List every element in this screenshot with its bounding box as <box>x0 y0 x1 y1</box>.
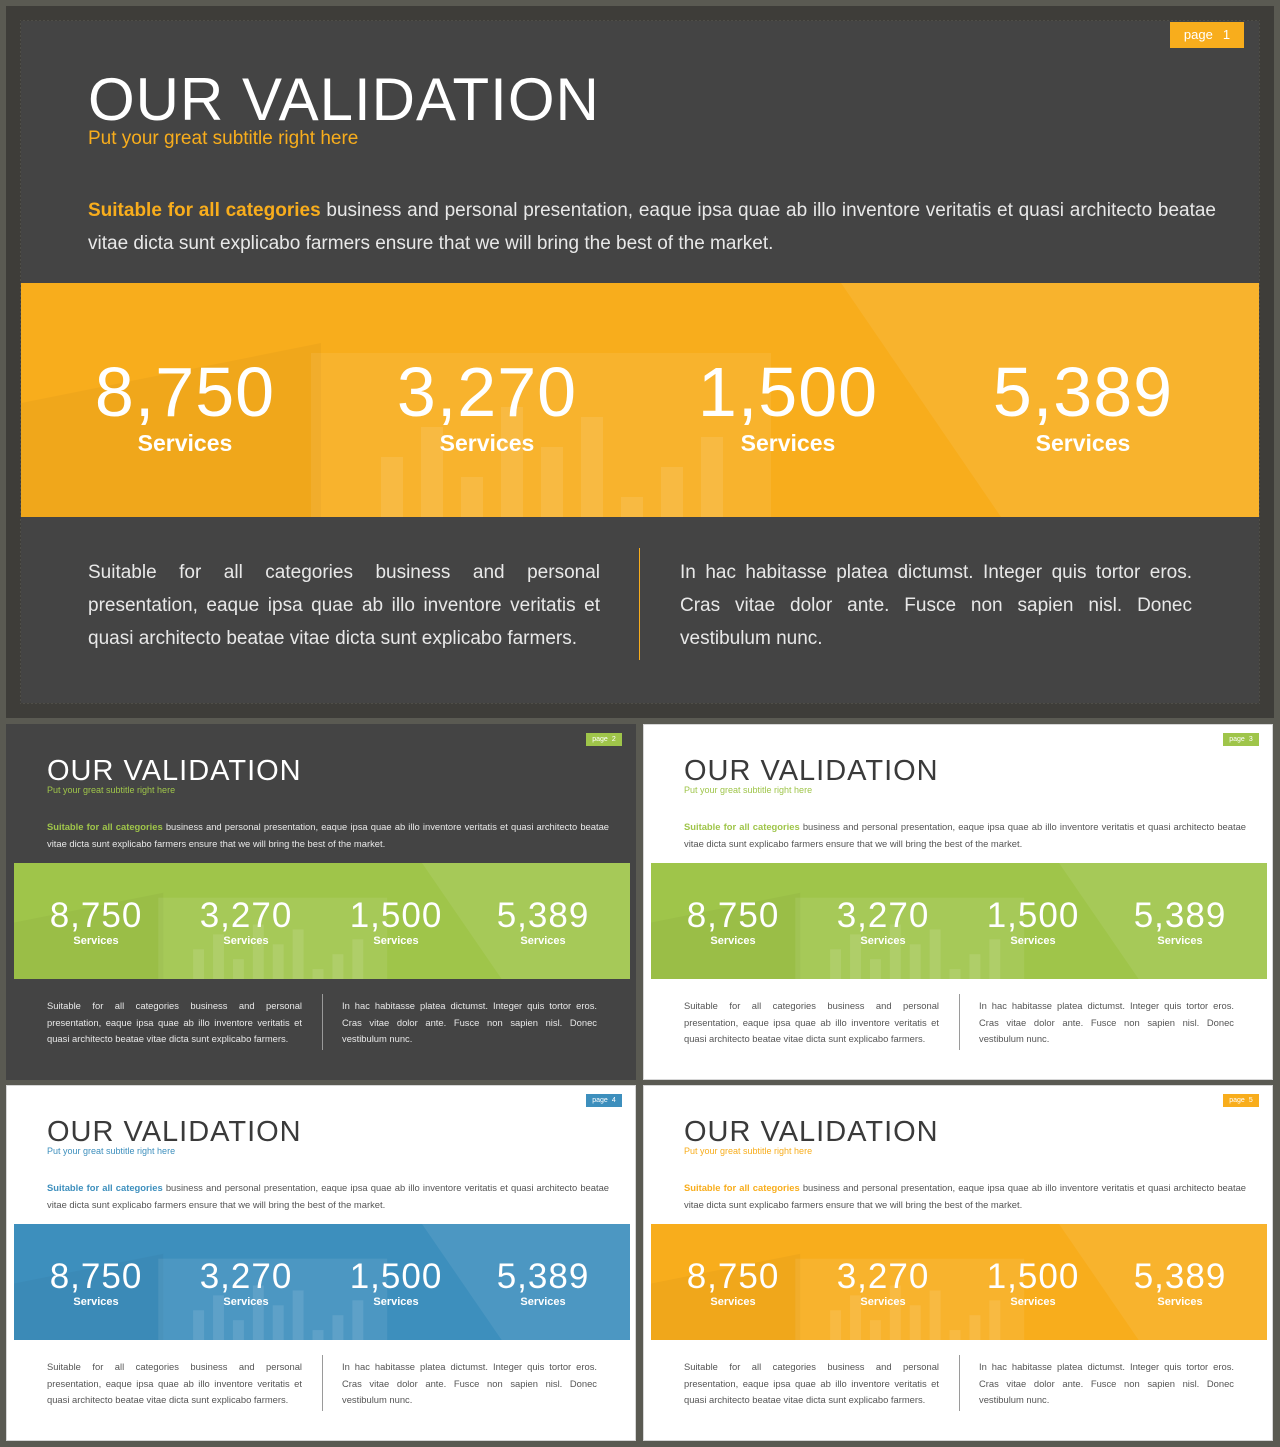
stat-label: Services <box>1035 430 1131 456</box>
slide-title: OUR VALIDATION <box>47 1116 302 1148</box>
slide-subtitle: Put your great subtitle right here <box>684 785 813 795</box>
stat-4 <box>1115 1259 1245 1309</box>
page-tag[interactable] <box>1170 22 1244 48</box>
stat-label: Services <box>373 1296 419 1308</box>
stat-value: 8,750 <box>94 353 276 431</box>
stat-label: Services <box>1010 1296 1056 1308</box>
intro-highlight: Suitable for all categories <box>684 1182 800 1193</box>
slide-subtitle: Put your great subtitle right here <box>47 785 176 795</box>
stat-label: Services <box>1010 935 1056 947</box>
stat-4 <box>478 898 608 948</box>
slide-orange-light <box>643 1085 1273 1441</box>
stat-2 <box>818 1259 948 1309</box>
stat-value: 5,389 <box>496 1257 590 1296</box>
stat-4 <box>1115 898 1245 948</box>
slide-title: OUR VALIDATION <box>684 755 939 787</box>
page-label: page <box>592 1097 608 1104</box>
page-label: page <box>1229 1097 1245 1104</box>
intro-paragraph <box>684 819 1246 852</box>
stat-3 <box>968 1259 1098 1309</box>
page-tag[interactable] <box>586 733 622 746</box>
page-label: page <box>1229 736 1245 743</box>
slide-title: OUR VALIDATION <box>684 1116 939 1148</box>
stat-3 <box>968 898 1098 948</box>
stat-value: 3,270 <box>396 353 578 431</box>
stat-value: 5,389 <box>496 896 590 935</box>
body-column-right: In hac habitasse platea dictumst. Integer quis tortor eros. Cras vitae dolor ante. Fusce non sapien nisl. Donec vestibulum nunc. <box>342 1361 597 1405</box>
intro-highlight: Suitable for all categories <box>88 200 321 221</box>
stat-2 <box>181 1259 311 1309</box>
column-divider <box>639 548 640 660</box>
body-column-right: In hac habitasse platea dictumst. Integer quis tortor eros. Cras vitae dolor ante. Fusce non sapien nisl. Donec vestibulum nunc. <box>680 562 1192 649</box>
stat-value: 8,750 <box>49 1257 143 1296</box>
slide-subtitle: Put your great subtitle right here <box>88 128 359 149</box>
intro-paragraph <box>684 1180 1246 1213</box>
intro-text: business and personal presentation, eaque ipsa quae ab illo inventore veritatis et quasi architecto beatae vitae dicta sunt explicabo farmers ensure that we will bring the best of the market. <box>684 821 1246 849</box>
stat-4 <box>478 1259 608 1309</box>
intro-text: business and personal presentation, eaque ipsa quae ab illo inventore veritatis et quasi architecto beatae vitae dicta sunt explicabo farmers ensure that we will bring the best of the market. <box>47 821 609 849</box>
stat-value: 3,270 <box>836 896 930 935</box>
intro-highlight: Suitable for all categories <box>47 821 163 832</box>
stat-value: 3,270 <box>836 1257 930 1296</box>
stat-1 <box>668 1259 798 1309</box>
stat-value: 1,500 <box>349 896 443 935</box>
stat-value: 1,500 <box>986 1257 1080 1296</box>
intro-paragraph <box>47 1180 609 1213</box>
stat-value: 1,500 <box>697 353 879 431</box>
stat-label: Services <box>439 430 535 456</box>
stat-label: Services <box>373 935 419 947</box>
stats-band <box>651 863 1267 979</box>
stat-label: Services <box>73 1296 119 1308</box>
page-label: page <box>592 736 608 743</box>
stats-band <box>651 1224 1267 1340</box>
stat-value: 8,750 <box>686 1257 780 1296</box>
slide-main <box>6 6 1274 718</box>
slide-blue-light <box>6 1085 636 1441</box>
stats-band <box>21 283 1259 517</box>
stat-value: 5,389 <box>1133 1257 1227 1296</box>
stat-value: 3,270 <box>199 1257 293 1296</box>
stat-2 <box>818 898 948 948</box>
stat-value: 1,500 <box>349 1257 443 1296</box>
stat-label: Services <box>223 935 269 947</box>
stat-value: 1,500 <box>986 896 1080 935</box>
stats-band <box>14 863 630 979</box>
page-number: 5 <box>1248 1097 1253 1104</box>
stat-value: 8,750 <box>49 896 143 935</box>
page-number: 2 <box>611 736 616 743</box>
column-divider <box>322 994 323 1050</box>
stat-label: Services <box>223 1296 269 1308</box>
stat-label: Services <box>520 935 566 947</box>
intro-text: business and personal presentation, eaque ipsa quae ab illo inventore veritatis et quasi architecto beatae vitae dicta sunt explicabo farmers ensure that we will bring the best of the market. <box>88 200 1216 254</box>
page-tag[interactable] <box>1223 1094 1259 1107</box>
stat-value: 5,389 <box>992 353 1174 431</box>
stat-value: 8,750 <box>686 896 780 935</box>
stats-band <box>14 1224 630 1340</box>
intro-text: business and personal presentation, eaque ipsa quae ab illo inventore veritatis et quasi architecto beatae vitae dicta sunt explicabo farmers ensure that we will bring the best of the market. <box>47 1182 609 1210</box>
intro-highlight: Suitable for all categories <box>684 821 800 832</box>
intro-highlight: Suitable for all categories <box>47 1182 163 1193</box>
stat-value: 5,389 <box>1133 896 1227 935</box>
page-number: 1 <box>1222 27 1231 42</box>
intro-text: business and personal presentation, eaque ipsa quae ab illo inventore veritatis et quasi architecto beatae vitae dicta sunt explicabo farmers ensure that we will bring the best of the market. <box>684 1182 1246 1210</box>
stat-label: Services <box>710 935 756 947</box>
stat-label: Services <box>137 430 233 456</box>
column-divider <box>959 1355 960 1411</box>
body-column-right: In hac habitasse platea dictumst. Integer quis tortor eros. Cras vitae dolor ante. Fusce non sapien nisl. Donec vestibulum nunc. <box>979 1361 1234 1405</box>
stat-label: Services <box>740 430 836 456</box>
slide-green-light <box>643 724 1273 1080</box>
stat-label: Services <box>1157 935 1203 947</box>
column-divider <box>322 1355 323 1411</box>
body-column-left: Suitable for all categories business and personal presentation, eaque ipsa quae ab illo inventore veritatis et quasi architecto beatae vitae dicta sunt explicabo farmers. <box>47 1361 302 1405</box>
stat-label: Services <box>710 1296 756 1308</box>
stat-label: Services <box>1157 1296 1203 1308</box>
slide-title: OUR VALIDATION <box>88 66 600 133</box>
stat-3 <box>331 1259 461 1309</box>
page-label: page <box>1183 27 1213 42</box>
body-column-left: Suitable for all categories business and personal presentation, eaque ipsa quae ab illo inventore veritatis et quasi architecto beatae vitae dicta sunt explicabo farmers. <box>47 1000 302 1044</box>
body-column-left: Suitable for all categories business and personal presentation, eaque ipsa quae ab illo inventore veritatis et quasi architecto beatae vitae dicta sunt explicabo farmers. <box>88 562 600 649</box>
stat-2 <box>357 355 617 457</box>
stat-label: Services <box>860 1296 906 1308</box>
body-column-left: Suitable for all categories business and personal presentation, eaque ipsa quae ab illo inventore veritatis et quasi architecto beatae vitae dicta sunt explicabo farmers. <box>684 1361 939 1405</box>
stat-1 <box>31 1259 161 1309</box>
slide-subtitle: Put your great subtitle right here <box>684 1146 813 1156</box>
page-number: 4 <box>611 1097 616 1104</box>
page-tag[interactable] <box>586 1094 622 1107</box>
stat-1 <box>668 898 798 948</box>
stat-3 <box>658 355 918 457</box>
page-tag[interactable] <box>1223 733 1259 746</box>
slide-title: OUR VALIDATION <box>47 755 302 787</box>
intro-paragraph <box>88 194 1216 260</box>
stat-label: Services <box>860 935 906 947</box>
stat-3 <box>331 898 461 948</box>
body-column-right: In hac habitasse platea dictumst. Integer quis tortor eros. Cras vitae dolor ante. Fusce non sapien nisl. Donec vestibulum nunc. <box>979 1000 1234 1044</box>
stat-1 <box>55 355 315 457</box>
slide-subtitle: Put your great subtitle right here <box>47 1146 176 1156</box>
column-divider <box>959 994 960 1050</box>
page-number: 3 <box>1248 736 1253 743</box>
body-column-right: In hac habitasse platea dictumst. Integer quis tortor eros. Cras vitae dolor ante. Fusce non sapien nisl. Donec vestibulum nunc. <box>342 1000 597 1044</box>
intro-paragraph <box>47 819 609 852</box>
slide-green-dark <box>6 724 636 1080</box>
stat-value: 3,270 <box>199 896 293 935</box>
stat-label: Services <box>73 935 119 947</box>
body-column-left: Suitable for all categories business and personal presentation, eaque ipsa quae ab illo inventore veritatis et quasi architecto beatae vitae dicta sunt explicabo farmers. <box>684 1000 939 1044</box>
stat-4 <box>953 355 1213 457</box>
stat-1 <box>31 898 161 948</box>
stat-label: Services <box>520 1296 566 1308</box>
stat-2 <box>181 898 311 948</box>
